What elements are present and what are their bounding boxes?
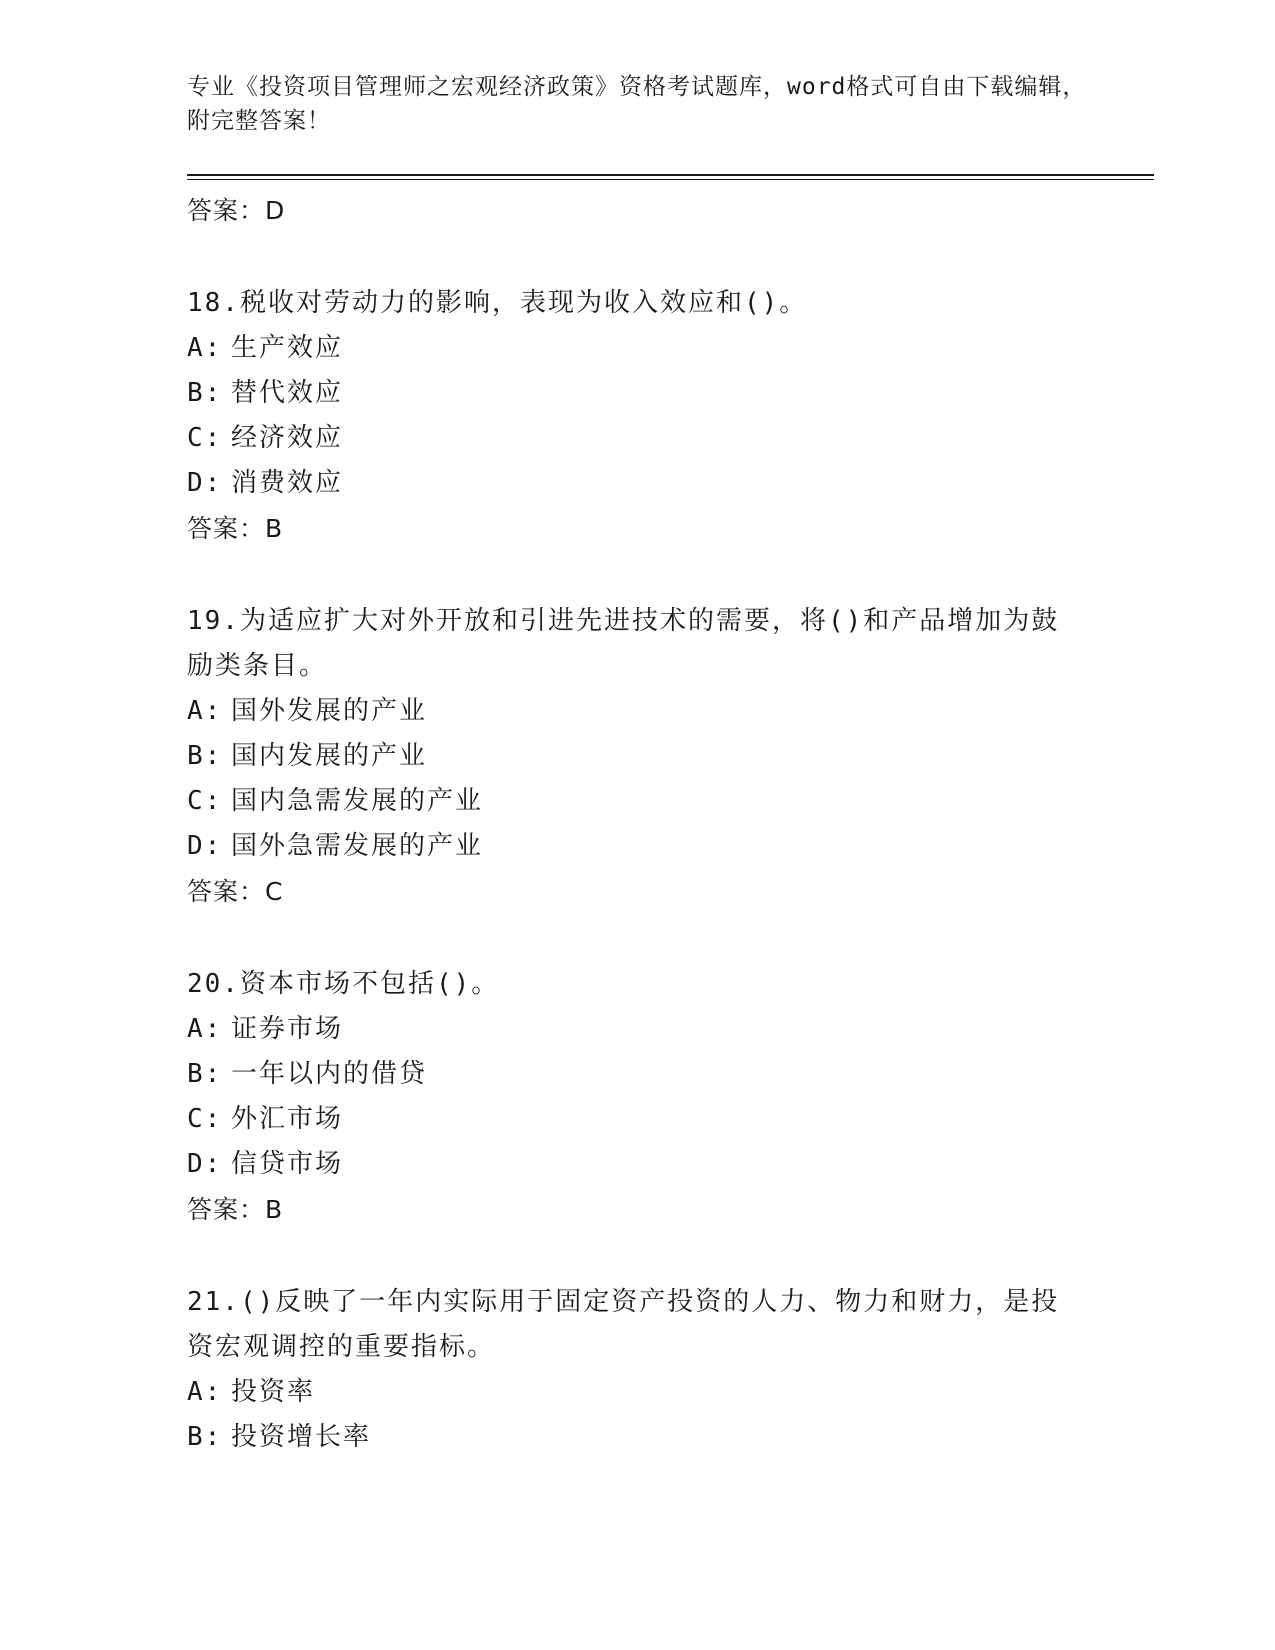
option-letter: D: [187,831,223,861]
header-divider [187,174,1154,180]
answer-option [187,371,1157,416]
answer-17: 答案：D [187,196,286,225]
document-header: 专业《投资项目管理师之宏观经济政策》资格考试题库，word格式可自由下载编辑，附完整答案！ [187,74,1087,134]
answer-option [187,1052,1157,1097]
option-letter: B: [187,378,223,408]
option-text: 外汇市场 [231,1104,344,1134]
answer-option [187,779,1157,824]
question-block [187,281,1157,551]
option-letter: C: [187,786,223,816]
option-letter: C: [187,1104,223,1134]
option-letter: A: [187,1377,223,1407]
option-letter: B: [187,1059,223,1089]
answer-option [187,689,1157,734]
option-letter: D: [187,1149,223,1179]
answer-line: 答案：B [187,1195,284,1224]
option-text: 替代效应 [231,378,344,408]
answer-option [187,1007,1157,1052]
option-text: 一年以内的借贷 [231,1059,428,1089]
option-letter: A: [187,696,223,726]
answer-line: 答案：C [187,877,284,906]
option-letter: C: [187,423,223,453]
answer-line: 答案：B [187,514,284,543]
option-text: 信贷市场 [231,1149,344,1179]
option-text: 国外发展的产业 [231,696,428,726]
answer-option [187,1142,1157,1187]
option-text: 国内发展的产业 [231,741,428,771]
question-block [187,1280,1157,1460]
answer-option [187,326,1157,371]
answer-option [187,1097,1157,1142]
option-letter: A: [187,1014,223,1044]
option-text: 国内急需发展的产业 [231,786,484,816]
question-list [187,281,1157,1460]
question-text: 19.为适应扩大对外开放和引进先进技术的需要，将()和产品增加为鼓励类条目。 [187,606,1060,681]
option-text: 投资率 [231,1377,316,1407]
option-text: 生产效应 [231,333,344,363]
option-text: 投资增长率 [231,1422,372,1452]
answer-option [187,461,1157,506]
option-letter: D: [187,468,223,498]
answer-option [187,1370,1157,1415]
question-text: 20.资本市场不包括()。 [187,969,500,999]
option-text: 消费效应 [231,468,344,498]
option-letter: B: [187,1422,223,1452]
document-page [187,70,1157,1460]
question-text: 21.()反映了一年内实际用于固定资产投资的人力、物力和财力，是投资宏观调控的重要指标。 [187,1287,1060,1362]
question-text: 18.税收对劳动力的影响，表现为收入效应和()。 [187,288,808,318]
answer-option [187,734,1157,779]
option-letter: B: [187,741,223,771]
option-text: 证券市场 [231,1014,344,1044]
answer-option [187,416,1157,461]
question-block [187,962,1157,1232]
answer-option [187,1415,1157,1460]
question-block [187,599,1157,914]
option-letter: A: [187,333,223,363]
answer-option [187,824,1157,869]
option-text: 国外急需发展的产业 [231,831,484,861]
option-text: 经济效应 [231,423,344,453]
